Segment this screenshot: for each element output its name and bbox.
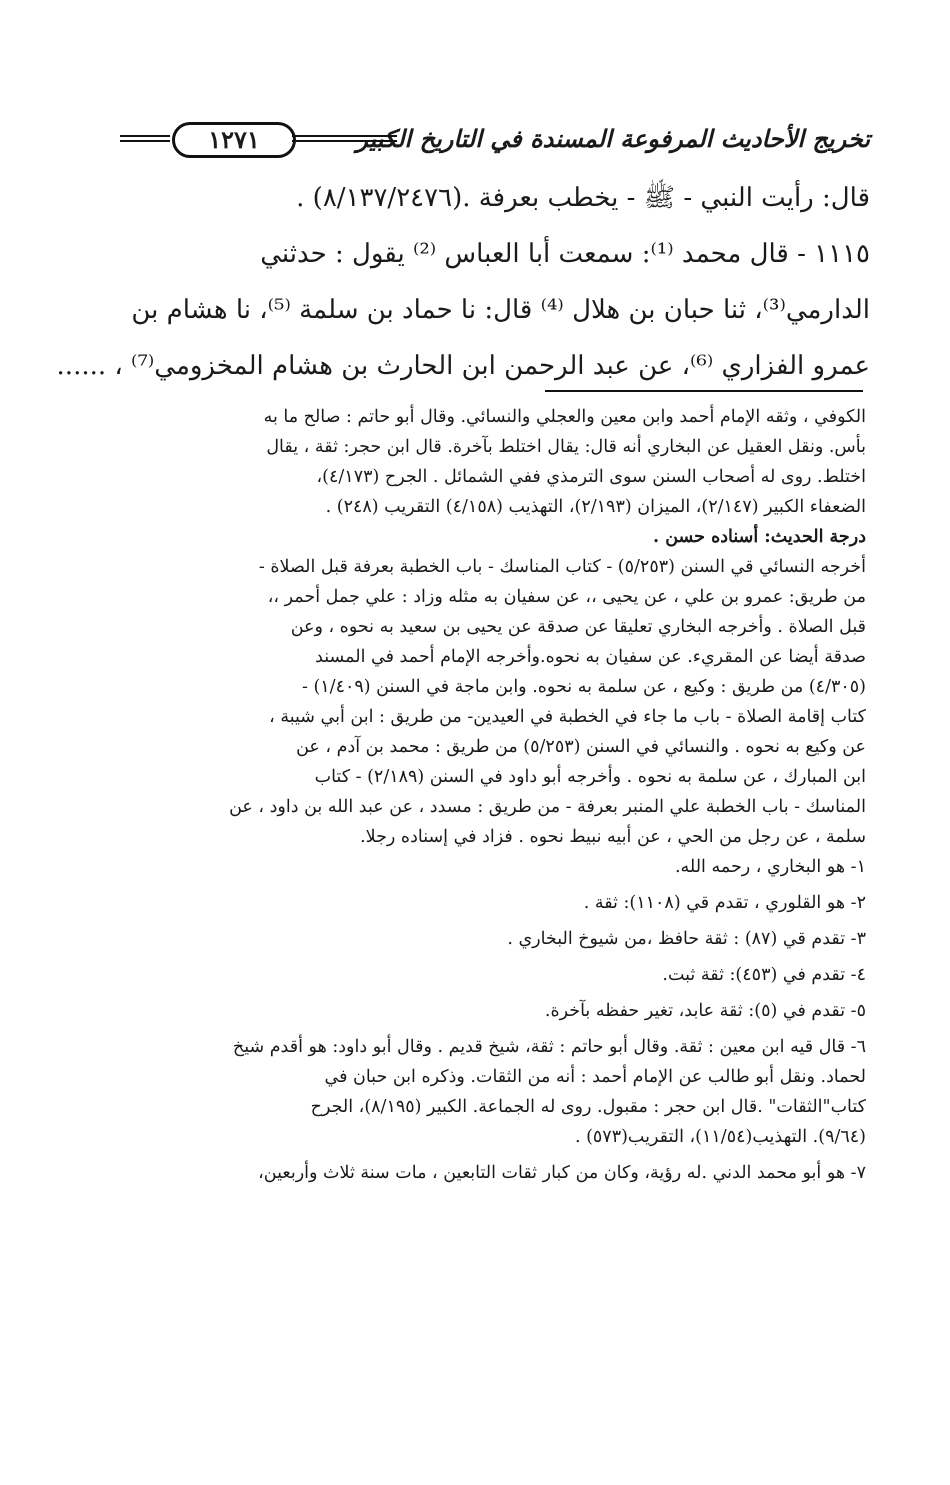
- takhrij-line: المناسك - باب الخطبة علي المنبر بعرفة - من طريق : مسدد ، عن عبد الله بن داود ، عن: [229, 797, 866, 817]
- takhrij-line: قبل الصلاة . وأخرجه البخاري تعليقا عن صدقة عن يحيى بن سعيد به نحوه ، وعن: [290, 617, 866, 637]
- main-line: عمرو الفزاري ⁽⁶⁾، عن عبد الرحمن ابن الحارث بن هشام المخزومي⁽⁷⁾ ، ......: [56, 351, 870, 381]
- takhrij-line: سلمة ، عن رجل من الحي ، عن أبيه نبيط نحوه . فزاد في إسناده رجلا.: [360, 827, 866, 847]
- takhrij-line: عن وكيع به نحوه . والنسائي في السنن (٥/٢٥٣) من طريق : محمد بن آدم ، عن: [296, 737, 866, 757]
- main-line: ١١١٥ - قال محمد ⁽¹⁾: سمعت أبا العباس ⁽²⁾ يقول : حدثني: [260, 239, 870, 269]
- takhrij-line: كتاب إقامة الصلاة - باب ما جاء في الخطبة في العيدين- من طريق : ابن أبي شيبة ،: [269, 707, 866, 727]
- footnote-separator: [545, 390, 863, 392]
- footnote-line: ١- هو البخاري ، رحمه الله.: [674, 857, 866, 877]
- header-rule: [120, 135, 170, 142]
- footnote-line: كتاب"الثقات" .قال ابن حجر : مقبول. روى له الجماعة. الكبير (٨/١٩٥)، الجرح: [310, 1097, 866, 1117]
- footnote-line: ٦- قال قيه ابن معين : ثقة. وقال أبو حاتم : ثقة، شيخ قديم . وقال أبو داود: هو أقدم شيخ: [232, 1037, 866, 1057]
- main-text: [56, 170, 870, 394]
- footnote-item: [128, 852, 866, 882]
- footnote-item: [128, 924, 866, 954]
- footnote-line: اختلط. روى له أصحاب السنن سوى الترمذي ففي الشمائل . الجرح (٤/١٧٣)،: [316, 467, 866, 487]
- takhrij-line: (٤/٣٠٥) من طريق : وكيع ، عن سلمة به نحوه. وابن ماجة في السنن (١/٤٠٩) -: [301, 677, 866, 697]
- footnote-line: ٣- تقدم قي (٨٧) : ثقة حافظ ،من شيوخ البخاري .: [507, 929, 866, 949]
- footnote-line: ٧- هو أبو محمد الدني .له رؤية، وكان من كبار ثقات التابعين ، مات سنة ثلاث وأربعين،: [258, 1163, 866, 1183]
- running-title: تخريج الأحاديث المرفوعة المسندة في التاريخ الكبير: [356, 124, 870, 153]
- takhrij-line: من طريق: عمرو بن علي ، عن يحيى ،، عن سفيان به مثله وزاد : علي جمل أحمر ،،: [267, 587, 866, 607]
- footnote-line: (٩/٦٤). التهذيب(١١/٥٤)، التقريب(٥٧٣) .: [574, 1127, 866, 1147]
- header-rule: [292, 135, 397, 142]
- footnote-line: الكوفي ، وثقه الإمام أحمد وابن معين والعجلي والنسائي. وقال أبو حاتم : صالح ما به: [263, 407, 866, 427]
- footnote-item: [128, 996, 866, 1026]
- footnote-item: [128, 1032, 866, 1152]
- main-line: الدارمي⁽³⁾، ثنا حبان بن هلال ⁽⁴⁾ قال: نا حماد بن سلمة ⁽⁵⁾، نا هشام بن: [131, 295, 870, 325]
- footnotes: [128, 402, 866, 1194]
- footnote-line: الضعفاء الكبير (٢/١٤٧)، الميزان (٢/١٩٣)، التهذيب (٤/١٥٨) التقريب (٢٤٨) .: [325, 497, 866, 517]
- page-header: [120, 118, 870, 168]
- main-line: قال: رأيت النبي - ﷺ - يخطب بعرفة .(٨/١٣٧/٢٤٧٦) .: [296, 183, 870, 213]
- takhrij-line: ابن المبارك ، عن سلمة به نحوه . وأخرجه أبو داود في السنن (٢/١٨٩) - كتاب: [314, 767, 866, 787]
- hadith-grade: درجة الحديث: أسناده حسن .: [653, 527, 866, 547]
- footnote-line: ٢- هو القلوري ، تقدم قي (١١٠٨): ثقة .: [583, 893, 866, 913]
- takhrij-line: أخرجه النسائي قي السنن (٥/٢٥٣) - كتاب المناسك - باب الخطبة بعرفة قبل الصلاة -: [258, 557, 866, 577]
- footnote-line: بأس. ونقل العقيل عن البخاري أنه قال: يقال اختلط بآخرة. قال ابن حجر: ثقة ، يقال: [266, 437, 866, 457]
- footnote-line: لحماد. ونقل أبو طالب عن الإمام أحمد : أنه من الثقات. وذكره ابن حبان في: [324, 1067, 866, 1087]
- footnote-line: ٥- تقدم في (٥): ثقة عابد، تغير حفظه بآخرة.: [544, 1001, 866, 1021]
- footnote-line: ٤- تقدم في (٤٥٣): ثقة ثبت.: [662, 965, 866, 985]
- page-number: ١٢٧١: [172, 122, 296, 158]
- footnote-item: [128, 1158, 866, 1188]
- footnote-item: [128, 960, 866, 990]
- takhrij-line: صدقة أيضا عن المقريء. عن سفيان به نحوه.وأخرجه الإمام أحمد في المسند: [315, 647, 866, 667]
- footnote-item: [128, 888, 866, 918]
